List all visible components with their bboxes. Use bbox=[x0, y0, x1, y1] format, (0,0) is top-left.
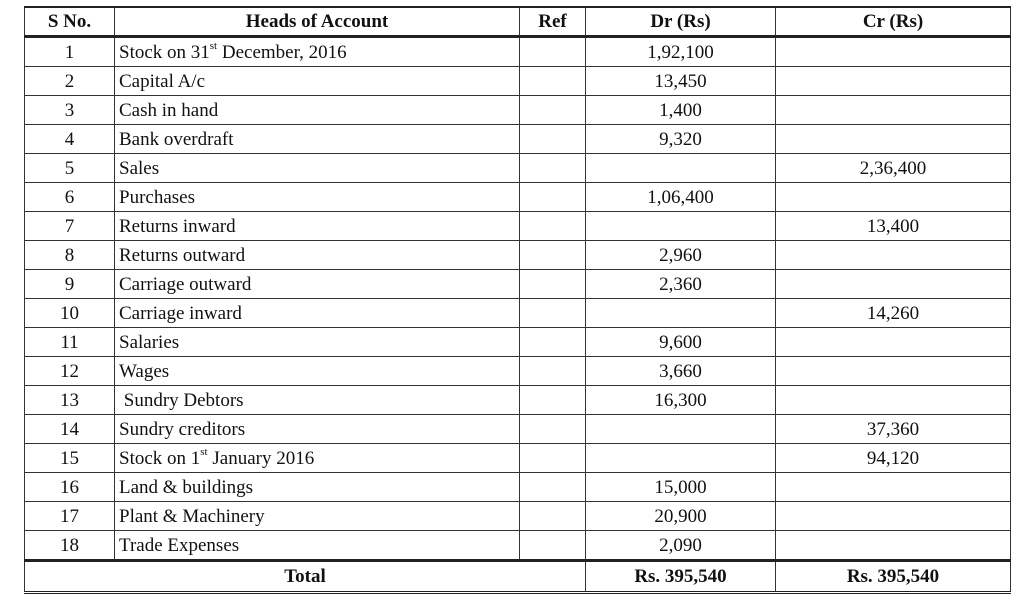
row-ref bbox=[520, 473, 586, 502]
total-dr: Rs. 395,540 bbox=[586, 561, 776, 593]
row-sno: 11 bbox=[25, 328, 115, 357]
table-row bbox=[25, 37, 1011, 67]
header-cr: Cr (Rs) bbox=[776, 7, 1011, 37]
table-row bbox=[25, 241, 1011, 270]
row-dr: 1,06,400 bbox=[586, 183, 776, 212]
row-sno: 8 bbox=[25, 241, 115, 270]
total-cr: Rs. 395,540 bbox=[776, 561, 1011, 593]
row-dr: 9,320 bbox=[586, 125, 776, 154]
row-dr bbox=[586, 299, 776, 328]
row-head-of-account bbox=[115, 357, 520, 386]
row-dr: 16,300 bbox=[586, 386, 776, 415]
row-sno: 9 bbox=[25, 270, 115, 299]
row-cr: 2,36,400 bbox=[776, 154, 1011, 183]
row-cr bbox=[776, 270, 1011, 299]
row-head-of-account bbox=[115, 67, 520, 96]
row-head-superscript: st bbox=[209, 40, 218, 53]
row-ref bbox=[520, 444, 586, 473]
row-cr bbox=[776, 67, 1011, 96]
row-ref bbox=[520, 415, 586, 444]
table-row bbox=[25, 531, 1011, 561]
row-sno: 10 bbox=[25, 299, 115, 328]
row-cr bbox=[776, 37, 1011, 67]
header-row bbox=[25, 7, 1011, 37]
row-ref bbox=[520, 531, 586, 561]
table-row bbox=[25, 502, 1011, 531]
header-ref: Ref bbox=[520, 7, 586, 37]
table-row bbox=[25, 154, 1011, 183]
row-ref bbox=[520, 96, 586, 125]
row-cr bbox=[776, 96, 1011, 125]
row-ref bbox=[520, 67, 586, 96]
row-head-of-account bbox=[115, 299, 520, 328]
table-row bbox=[25, 357, 1011, 386]
row-ref bbox=[520, 328, 586, 357]
row-head-text: Sundry creditors bbox=[119, 418, 246, 440]
row-dr: 2,360 bbox=[586, 270, 776, 299]
row-dr: 1,92,100 bbox=[586, 37, 776, 67]
row-head-text: Capital A/c bbox=[119, 70, 206, 92]
table-row bbox=[25, 386, 1011, 415]
row-cr bbox=[776, 386, 1011, 415]
row-head-of-account bbox=[115, 37, 520, 67]
table-row bbox=[25, 299, 1011, 328]
row-cr bbox=[776, 183, 1011, 212]
row-dr: 2,090 bbox=[586, 531, 776, 561]
header-heads-of-account: Heads of Account bbox=[115, 7, 520, 37]
row-sno: 15 bbox=[25, 444, 115, 473]
row-head-text: Salaries bbox=[119, 331, 180, 353]
row-sno: 13 bbox=[25, 386, 115, 415]
row-head-of-account bbox=[115, 241, 520, 270]
row-head-of-account bbox=[115, 96, 520, 125]
row-head-text: Land & buildings bbox=[119, 476, 254, 498]
table-row bbox=[25, 444, 1011, 473]
row-sno: 6 bbox=[25, 183, 115, 212]
row-head-of-account bbox=[115, 386, 520, 415]
row-cr: 14,260 bbox=[776, 299, 1011, 328]
row-head-text: Carriage outward bbox=[119, 273, 252, 295]
total-label: Total bbox=[25, 561, 586, 593]
row-sno: 4 bbox=[25, 125, 115, 154]
row-head-of-account bbox=[115, 328, 520, 357]
row-dr: 15,000 bbox=[586, 473, 776, 502]
row-head-of-account bbox=[115, 444, 520, 473]
row-dr bbox=[586, 415, 776, 444]
table-row bbox=[25, 328, 1011, 357]
row-head-text: Purchases bbox=[119, 186, 195, 208]
row-head-text: Carriage inward bbox=[119, 302, 242, 324]
row-sno: 17 bbox=[25, 502, 115, 531]
table-row bbox=[25, 67, 1011, 96]
row-head-text: Sundry Debtors bbox=[119, 389, 244, 411]
row-sno: 12 bbox=[25, 357, 115, 386]
row-cr bbox=[776, 328, 1011, 357]
row-dr bbox=[586, 154, 776, 183]
header-sno: S No. bbox=[25, 7, 115, 37]
row-ref bbox=[520, 357, 586, 386]
row-sno: 18 bbox=[25, 531, 115, 561]
row-head-text: Plant & Machinery bbox=[119, 505, 265, 527]
row-cr bbox=[776, 473, 1011, 502]
row-sno: 2 bbox=[25, 67, 115, 96]
row-head-text-after: December, 2016 bbox=[217, 41, 347, 63]
row-sno: 1 bbox=[25, 37, 115, 67]
row-ref bbox=[520, 241, 586, 270]
row-dr bbox=[586, 444, 776, 473]
table-row bbox=[25, 212, 1011, 241]
header-dr: Dr (Rs) bbox=[586, 7, 776, 37]
row-head-text: Stock on 31 bbox=[119, 41, 210, 63]
row-head-of-account bbox=[115, 415, 520, 444]
row-cr bbox=[776, 125, 1011, 154]
row-sno: 16 bbox=[25, 473, 115, 502]
row-head-text: Returns outward bbox=[119, 244, 246, 266]
row-ref bbox=[520, 125, 586, 154]
row-dr: 3,660 bbox=[586, 357, 776, 386]
table-row bbox=[25, 415, 1011, 444]
row-ref bbox=[520, 183, 586, 212]
row-ref bbox=[520, 154, 586, 183]
table-row bbox=[25, 125, 1011, 154]
row-dr: 20,900 bbox=[586, 502, 776, 531]
row-head-of-account bbox=[115, 183, 520, 212]
trial-balance-table bbox=[24, 6, 1011, 594]
row-dr: 13,450 bbox=[586, 67, 776, 96]
row-head-of-account bbox=[115, 502, 520, 531]
row-head-text: Bank overdraft bbox=[119, 128, 234, 150]
row-head-text: Returns inward bbox=[119, 215, 236, 237]
row-head-of-account bbox=[115, 125, 520, 154]
table-row bbox=[25, 183, 1011, 212]
table-row bbox=[25, 473, 1011, 502]
row-sno: 3 bbox=[25, 96, 115, 125]
row-head-of-account bbox=[115, 531, 520, 561]
row-cr: 13,400 bbox=[776, 212, 1011, 241]
row-cr bbox=[776, 531, 1011, 561]
row-sno: 7 bbox=[25, 212, 115, 241]
row-head-of-account bbox=[115, 473, 520, 502]
row-head-of-account bbox=[115, 212, 520, 241]
row-head-of-account bbox=[115, 270, 520, 299]
row-head-text: Stock on 1 bbox=[119, 447, 201, 469]
row-ref bbox=[520, 212, 586, 241]
row-cr: 37,360 bbox=[776, 415, 1011, 444]
row-cr bbox=[776, 241, 1011, 270]
row-head-text: Trade Expenses bbox=[119, 534, 240, 556]
row-head-text: Cash in hand bbox=[119, 99, 219, 121]
row-cr bbox=[776, 357, 1011, 386]
row-dr bbox=[586, 212, 776, 241]
table-row bbox=[25, 96, 1011, 125]
row-sno: 14 bbox=[25, 415, 115, 444]
trial-balance bbox=[24, 6, 1010, 594]
row-ref bbox=[520, 386, 586, 415]
row-head-of-account bbox=[115, 154, 520, 183]
row-head-superscript: st bbox=[200, 446, 208, 459]
row-ref bbox=[520, 37, 586, 67]
row-head-text-after: January 2016 bbox=[207, 447, 315, 469]
table-row bbox=[25, 270, 1011, 299]
row-cr: 94,120 bbox=[776, 444, 1011, 473]
row-ref bbox=[520, 270, 586, 299]
row-ref bbox=[520, 299, 586, 328]
row-head-text: Sales bbox=[119, 157, 160, 179]
row-sno: 5 bbox=[25, 154, 115, 183]
row-ref bbox=[520, 502, 586, 531]
total-row bbox=[25, 561, 1011, 593]
row-dr: 2,960 bbox=[586, 241, 776, 270]
row-cr bbox=[776, 502, 1011, 531]
row-dr: 1,400 bbox=[586, 96, 776, 125]
row-dr: 9,600 bbox=[586, 328, 776, 357]
row-head-text: Wages bbox=[119, 360, 170, 382]
